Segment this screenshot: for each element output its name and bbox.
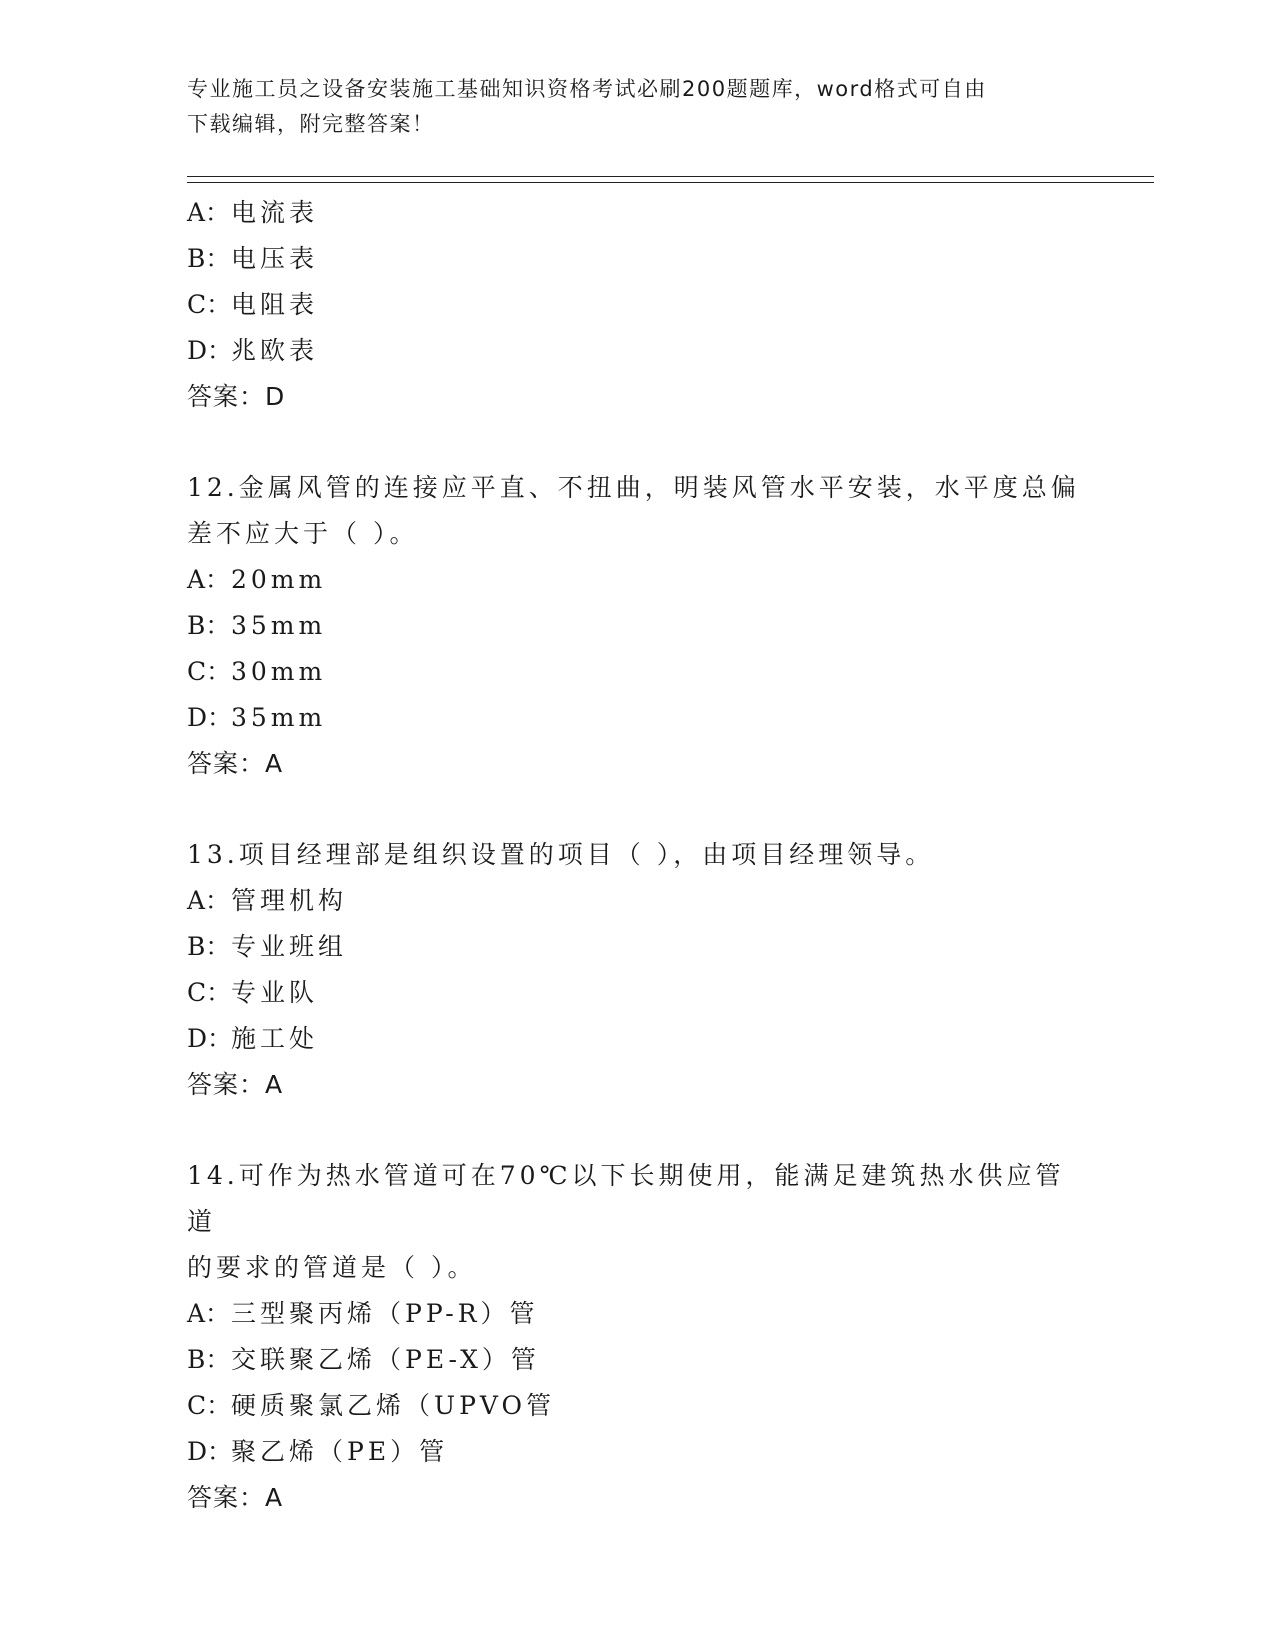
option-key: C： — [187, 657, 232, 686]
question-12 — [187, 465, 1087, 787]
header-line-2: 下载编辑，附完整答案！ — [187, 112, 435, 136]
question-stem — [187, 832, 1087, 878]
option-key: D： — [187, 336, 233, 365]
option-text: 专业队 — [231, 978, 319, 1007]
header-divider-bottom — [187, 182, 1154, 183]
option-b — [187, 236, 1087, 282]
answer-line: 答案：A — [187, 1483, 284, 1512]
option-text: 施工处 — [231, 1024, 319, 1053]
option-b — [187, 603, 1087, 649]
option-text: 35mm — [231, 611, 327, 640]
question-stem-line-2: 的要求的管道是（ ）。 — [187, 1253, 477, 1282]
option-text: 电流表 — [231, 198, 319, 227]
option-key: B： — [187, 244, 231, 273]
answer-line: 答案：D — [187, 382, 286, 411]
option-text: 30mm — [231, 657, 327, 686]
option-key: C： — [187, 1391, 232, 1420]
header-divider-top — [187, 176, 1154, 177]
option-key: B： — [187, 932, 231, 961]
option-key: A： — [187, 198, 231, 227]
option-text: 电阻表 — [231, 290, 319, 319]
option-a — [187, 878, 1087, 924]
option-a — [187, 190, 1087, 236]
option-text: 20mm — [231, 565, 327, 594]
question-14 — [187, 1153, 1087, 1521]
option-c — [187, 970, 1087, 1016]
option-c — [187, 282, 1087, 328]
option-key: C： — [187, 978, 232, 1007]
question-stem-line-1: 13.项目经理部是组织设置的项目（ ），由项目经理领导。 — [187, 840, 935, 869]
option-text: 硬质聚氯乙烯（UPVO管 — [231, 1391, 556, 1420]
option-key: A： — [187, 886, 231, 915]
option-d — [187, 328, 1087, 374]
answer-line: 答案：A — [187, 749, 284, 778]
answer-line: 答案：A — [187, 1070, 284, 1099]
option-key: D： — [187, 1024, 233, 1053]
question-stem-line-2: 差不应大于（ ）。 — [187, 519, 419, 548]
option-text: 交联聚乙烯（PE-X）管 — [231, 1345, 540, 1374]
option-d — [187, 695, 1087, 741]
option-text: 电压表 — [231, 244, 319, 273]
question-list — [187, 190, 1087, 1521]
option-key: A： — [187, 1299, 231, 1328]
document-header — [187, 72, 1067, 142]
option-d — [187, 1429, 1087, 1475]
question-stem-line-1: 14.可作为热水管道可在70℃以下长期使用，能满足建筑热水供应管道 — [187, 1161, 1065, 1236]
question-13 — [187, 832, 1087, 1108]
option-b — [187, 1337, 1087, 1383]
option-a — [187, 1291, 1087, 1337]
option-text: 管理机构 — [231, 886, 348, 915]
option-key: B： — [187, 611, 231, 640]
option-text: 专业班组 — [231, 932, 348, 961]
option-a — [187, 557, 1087, 603]
option-c — [187, 649, 1087, 695]
option-text: 35mm — [231, 703, 327, 732]
option-key: D： — [187, 1437, 233, 1466]
option-text: 三型聚丙烯（PP-R）管 — [231, 1299, 539, 1328]
option-key: C： — [187, 290, 232, 319]
question-11 — [187, 190, 1087, 420]
option-b — [187, 924, 1087, 970]
option-d — [187, 1016, 1087, 1062]
option-c — [187, 1383, 1087, 1429]
question-stem — [187, 465, 1087, 557]
question-stem — [187, 1153, 1087, 1291]
option-key: A： — [187, 565, 231, 594]
option-key: B： — [187, 1345, 231, 1374]
option-text: 兆欧表 — [231, 336, 319, 365]
option-key: D： — [187, 703, 233, 732]
question-stem-line-1: 12.金属风管的连接应平直、不扭曲，明装风管水平安装，水平度总偏 — [187, 473, 1080, 502]
header-line-1: 专业施工员之设备安装施工基础知识资格考试必刷200题题库，word格式可自由 — [187, 77, 987, 101]
option-text: 聚乙烯（PE）管 — [231, 1437, 449, 1466]
